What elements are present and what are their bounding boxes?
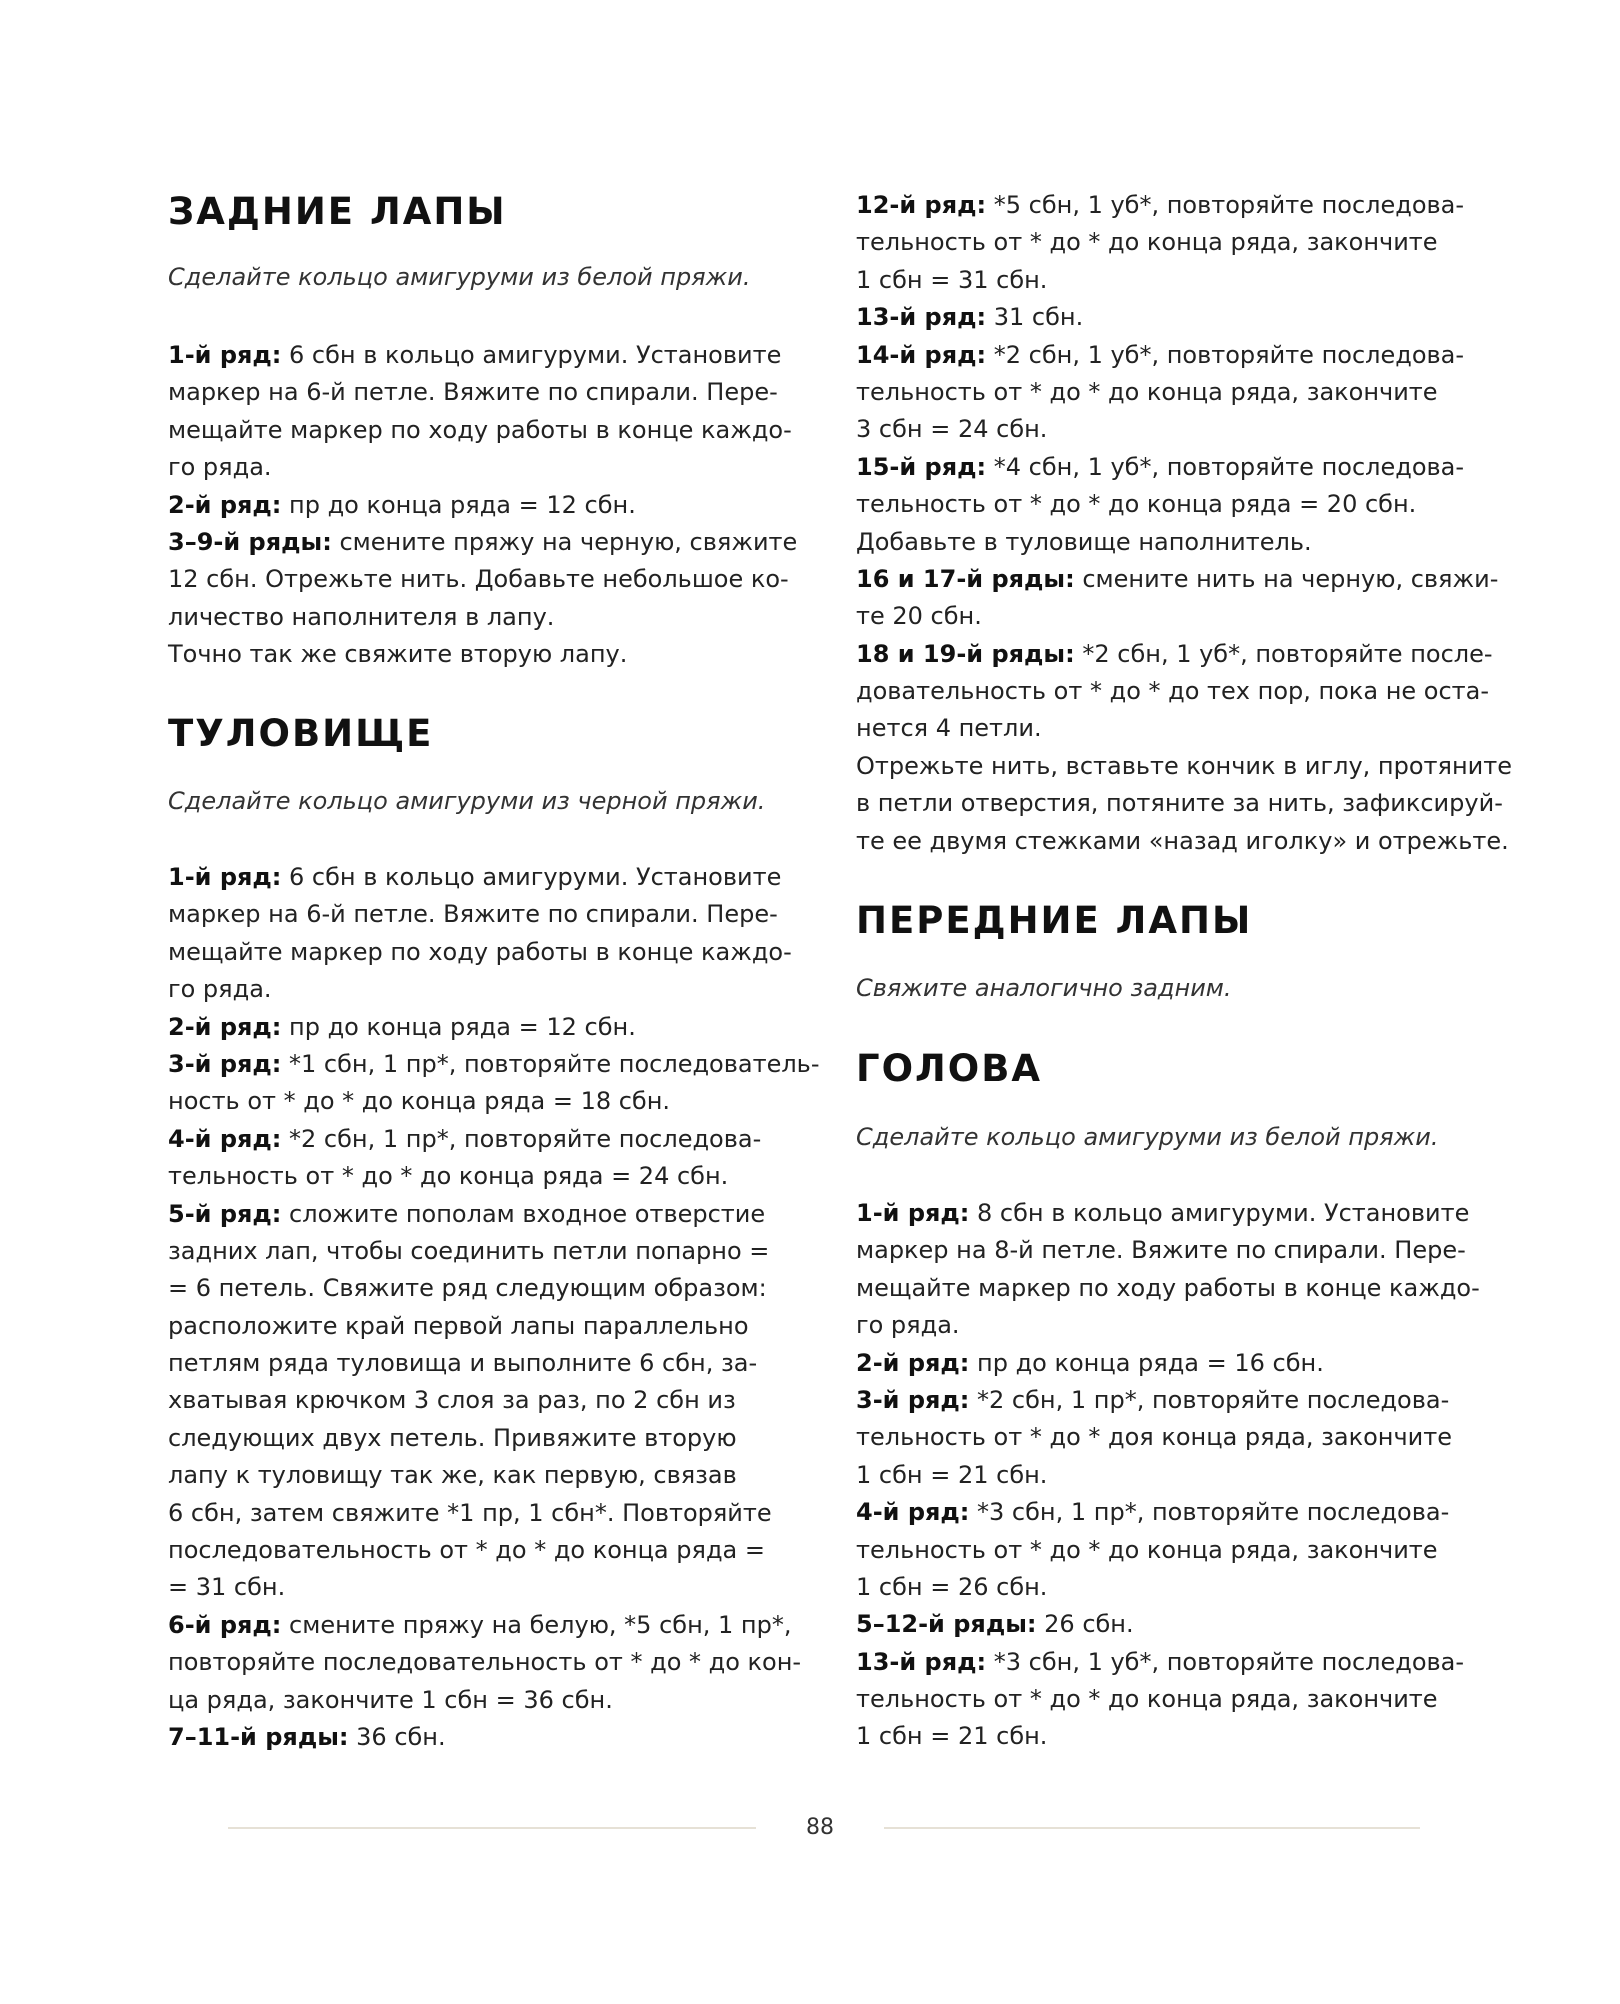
instruction-text: личество наполнителя в лапу. [168, 602, 555, 631]
instruction-line [168, 1532, 819, 1569]
instruction-line [856, 1606, 1480, 1643]
instruction-text: 6 сбн, затем свяжите *1 пр, 1 сбн*. Повторяйте [168, 1498, 772, 1527]
instruction-line [168, 1158, 819, 1195]
instruction-line [856, 1345, 1480, 1382]
instruction-line [856, 561, 1512, 598]
instruction-line [168, 1382, 819, 1419]
head-instructions [856, 1195, 1480, 1756]
instruction-line [168, 487, 797, 524]
instruction-text: пр до конца ряда = 12 сбн. [281, 1012, 636, 1041]
body-instructions [168, 859, 819, 1756]
instruction-line [856, 1718, 1480, 1755]
row-label: 12-й ряд: [856, 191, 987, 219]
instruction-line [856, 449, 1512, 486]
instruction-line [856, 823, 1512, 860]
instruction-text: Добавьте в туловище наполнитель. [856, 527, 1312, 556]
instruction-line [856, 224, 1512, 261]
instruction-line [856, 673, 1512, 710]
instruction-line [168, 1083, 819, 1120]
instruction-text: маркер на 6-й петле. Вяжите по спирали. Пере- [168, 900, 778, 929]
instruction-text: = 31 сбн. [168, 1573, 286, 1602]
instruction-text: *2 сбн, 1 уб*, повторяйте после- [1074, 639, 1493, 668]
body-instructions-continued [856, 187, 1512, 860]
instruction-line [168, 859, 819, 896]
instruction-text: пр до конца ряда = 16 сбн. [969, 1348, 1324, 1377]
row-label: 13-й ряд: [856, 1647, 987, 1676]
instruction-line [168, 524, 797, 561]
hind-legs-title: ЗАДНИЕ ЛАПЫ [168, 190, 507, 233]
instruction-line [168, 1121, 819, 1158]
instruction-text: 3 сбн = 24 сбн. [856, 415, 1048, 444]
instruction-line [856, 636, 1512, 673]
instruction-line [168, 1270, 819, 1307]
instruction-line [168, 1495, 819, 1532]
instruction-line [168, 896, 819, 933]
row-label: 3-й ряд: [168, 1049, 282, 1078]
row-label: 5-й ряд: [168, 1199, 282, 1228]
row-label: 13-й ряд: [856, 303, 987, 332]
row-label: 1-й ряд: [856, 1199, 970, 1227]
footer-rule-right [884, 1827, 1420, 1829]
row-label: 1-й ряд: [168, 863, 282, 891]
row-label: 1-й ряд: [168, 341, 282, 369]
instruction-line [856, 187, 1512, 224]
instruction-line [168, 337, 797, 374]
instruction-line [856, 1232, 1480, 1269]
instruction-text: *2 сбн, 1 уб*, повторяйте последова- [986, 340, 1465, 369]
instruction-line [856, 524, 1512, 561]
instruction-text: тельность от * до * доя конца ряда, закончите [856, 1423, 1452, 1452]
instruction-line [168, 1233, 819, 1270]
instruction-text: *3 сбн, 1 уб*, повторяйте последова- [986, 1647, 1465, 1676]
instruction-line [168, 1682, 819, 1719]
body-title: ТУЛОВИЩЕ [168, 712, 434, 755]
instruction-line [856, 710, 1512, 747]
instruction-line [856, 299, 1512, 336]
row-label: 4-й ряд: [168, 1124, 282, 1153]
instruction-text: лапу к туловищу так же, как первую, связав [168, 1461, 737, 1490]
instruction-text: повторяйте последовательность от * до * до кон- [168, 1648, 802, 1677]
instruction-text: тельность от * до * до конца ряда, закончите [856, 228, 1438, 257]
instruction-line [856, 1569, 1480, 1606]
instruction-line [856, 1307, 1480, 1344]
row-label: 2-й ряд: [856, 1348, 970, 1377]
instruction-line [856, 1681, 1480, 1718]
instruction-line [856, 1644, 1480, 1681]
instruction-line [856, 486, 1512, 523]
footer-rule-left [228, 1827, 756, 1829]
instruction-text: тельность от * до * до конца ряда, закончите [856, 377, 1438, 406]
instruction-line [168, 1569, 819, 1606]
instruction-line [856, 337, 1512, 374]
row-label: 15-й ряд: [856, 452, 987, 481]
instruction-line [856, 1494, 1480, 1531]
instruction-text: смените нить на черную, свяжи- [1074, 564, 1499, 593]
instruction-text: тельность от * до * до конца ряда = 24 сбн. [168, 1162, 729, 1191]
instruction-text: маркер на 6-й петле. Вяжите по спирали. Пере- [168, 378, 778, 407]
instruction-line [856, 262, 1512, 299]
instruction-text: 26 сбн. [1036, 1610, 1134, 1639]
instruction-text: 1 сбн = 21 сбн. [856, 1722, 1048, 1751]
instruction-text: задних лап, чтобы соединить петли попарно = [168, 1236, 770, 1265]
instruction-text: мещайте маркер по ходу работы в конце каждо- [168, 937, 792, 966]
instruction-line [168, 374, 797, 411]
instruction-text: *4 сбн, 1 уб*, повторяйте последова- [986, 452, 1465, 481]
instruction-text: маркер на 8-й петле. Вяжите по спирали. Пере- [856, 1236, 1466, 1265]
instruction-text: 6 сбн в кольцо амигуруми. Установите [281, 863, 782, 891]
instruction-line [856, 598, 1512, 635]
instruction-text: петлям ряда туловища и выполните 6 сбн, за- [168, 1349, 758, 1378]
instruction-text: мещайте маркер по ходу работы в конце каждо- [168, 415, 792, 444]
instruction-text: ца ряда, закончите 1 сбн = 36 сбн. [168, 1685, 613, 1714]
instruction-line [168, 934, 819, 971]
instruction-line [168, 1345, 819, 1382]
instruction-text: смените пряжу на черную, свяжите [331, 527, 798, 556]
instruction-text: в петли отверстия, потяните за нить, зафиксируй- [856, 789, 1503, 818]
instruction-line [168, 1009, 819, 1046]
instruction-text: 8 сбн в кольцо амигуруми. Установите [969, 1199, 1470, 1227]
instruction-line [856, 1195, 1480, 1232]
row-label: 16 и 17-й ряды: [856, 564, 1075, 593]
instruction-text: мещайте маркер по ходу работы в конце каждо- [856, 1273, 1480, 1302]
head-intro: Сделайте кольцо амигуруми из белой пряжи. [856, 1123, 1439, 1151]
row-label: 2-й ряд: [168, 490, 282, 519]
instruction-text: *3 сбн, 1 пр*, повторяйте последова- [969, 1498, 1450, 1527]
instruction-line [856, 374, 1512, 411]
body-intro: Сделайте кольцо амигуруми из черной пряжи. [168, 787, 766, 815]
instruction-line [856, 411, 1512, 448]
instruction-text: *5 сбн, 1 уб*, повторяйте последова- [986, 191, 1465, 219]
instruction-text: те 20 сбн. [856, 602, 982, 631]
instruction-line [856, 1419, 1480, 1456]
instruction-line [168, 412, 797, 449]
instruction-text: довательность от * до * до тех пор, пока не оста- [856, 677, 1490, 706]
instruction-line [856, 748, 1512, 785]
instruction-line [856, 1532, 1480, 1569]
row-label: 4-й ряд: [856, 1498, 970, 1527]
row-label: 6-й ряд: [168, 1610, 282, 1639]
instruction-text: = 6 петель. Свяжите ряд следующим образом: [168, 1274, 767, 1303]
instruction-line [856, 1382, 1480, 1419]
instruction-line [168, 1308, 819, 1345]
instruction-text: 1 сбн = 31 сбн. [856, 265, 1048, 294]
instruction-line [168, 1457, 819, 1494]
instruction-line [856, 785, 1512, 822]
instruction-text: 36 сбн. [348, 1722, 446, 1751]
instruction-text: тельность от * до * до конца ряда, закончите [856, 1535, 1438, 1564]
row-label: 2-й ряд: [168, 1012, 282, 1041]
instruction-text: последовательность от * до * до конца ряда = [168, 1536, 765, 1565]
instruction-text: хватывая крючком 3 слоя за раз, по 2 сбн из [168, 1386, 736, 1415]
row-label: 3-й ряд: [856, 1385, 970, 1414]
row-label: 14-й ряд: [856, 340, 987, 369]
instruction-text: *2 сбн, 1 пр*, повторяйте последова- [281, 1124, 762, 1153]
instruction-text: сложите пополам входное отверстие [281, 1199, 766, 1228]
instruction-line [168, 1607, 819, 1644]
instruction-line [168, 1196, 819, 1233]
instruction-text: Отрежьте нить, вставьте кончик в иглу, протяните [856, 751, 1512, 780]
instruction-line [168, 636, 797, 673]
instruction-text: тельность от * до * до конца ряда, закончите [856, 1685, 1438, 1714]
instruction-text: тельность от * до * до конца ряда = 20 сбн. [856, 490, 1417, 519]
instruction-text: ность от * до * до конца ряда = 18 сбн. [168, 1087, 671, 1116]
instruction-line [168, 1719, 819, 1756]
instruction-line [168, 599, 797, 636]
instruction-line [168, 1046, 819, 1083]
hind-legs-instructions [168, 337, 797, 674]
instruction-text: 1 сбн = 26 сбн. [856, 1572, 1048, 1601]
instruction-text: пр до конца ряда = 12 сбн. [281, 490, 636, 519]
instruction-line [168, 561, 797, 598]
instruction-text: 6 сбн в кольцо амигуруми. Установите [281, 341, 782, 369]
instruction-text: те ее двумя стежками «назад иголку» и отрежьте. [856, 826, 1509, 855]
instruction-line [168, 1644, 819, 1681]
instruction-text: го ряда. [168, 975, 272, 1004]
instruction-text: го ряда. [856, 1311, 960, 1340]
instruction-text: 1 сбн = 21 сбн. [856, 1460, 1048, 1489]
instruction-text: 12 сбн. Отрежьте нить. Добавьте небольшое ко- [168, 565, 789, 594]
instruction-line [168, 971, 819, 1008]
instruction-text: *1 сбн, 1 пр*, повторяйте последователь- [281, 1049, 820, 1078]
row-label: 3–9-й ряды: [168, 527, 332, 556]
row-label: 7–11-й ряды: [168, 1722, 349, 1751]
instruction-line [856, 1270, 1480, 1307]
row-label: 5–12-й ряды: [856, 1610, 1037, 1639]
instruction-text: Точно так же свяжите вторую лапу. [168, 640, 628, 669]
instruction-text: 31 сбн. [986, 303, 1084, 332]
hind-legs-intro: Сделайте кольцо амигуруми из белой пряжи. [168, 263, 751, 291]
head-title: ГОЛОВА [856, 1047, 1043, 1090]
front-legs-title: ПЕРЕДНИЕ ЛАПЫ [856, 899, 1253, 942]
instruction-line [168, 1420, 819, 1457]
instruction-line [168, 449, 797, 486]
page-number: 88 [806, 1815, 834, 1840]
instruction-line [856, 1457, 1480, 1494]
front-legs-intro: Свяжите аналогично задним. [856, 974, 1232, 1002]
instruction-text: го ряда. [168, 453, 272, 482]
instruction-text: следующих двух петель. Привяжите вторую [168, 1423, 737, 1452]
instruction-text: расположите край первой лапы параллельно [168, 1311, 749, 1340]
instruction-text: нется 4 петли. [856, 714, 1042, 743]
instruction-text: *2 сбн, 1 пр*, повторяйте последова- [969, 1385, 1450, 1414]
row-label: 18 и 19-й ряды: [856, 639, 1075, 668]
instruction-text: смените пряжу на белую, *5 сбн, 1 пр*, [281, 1610, 792, 1639]
